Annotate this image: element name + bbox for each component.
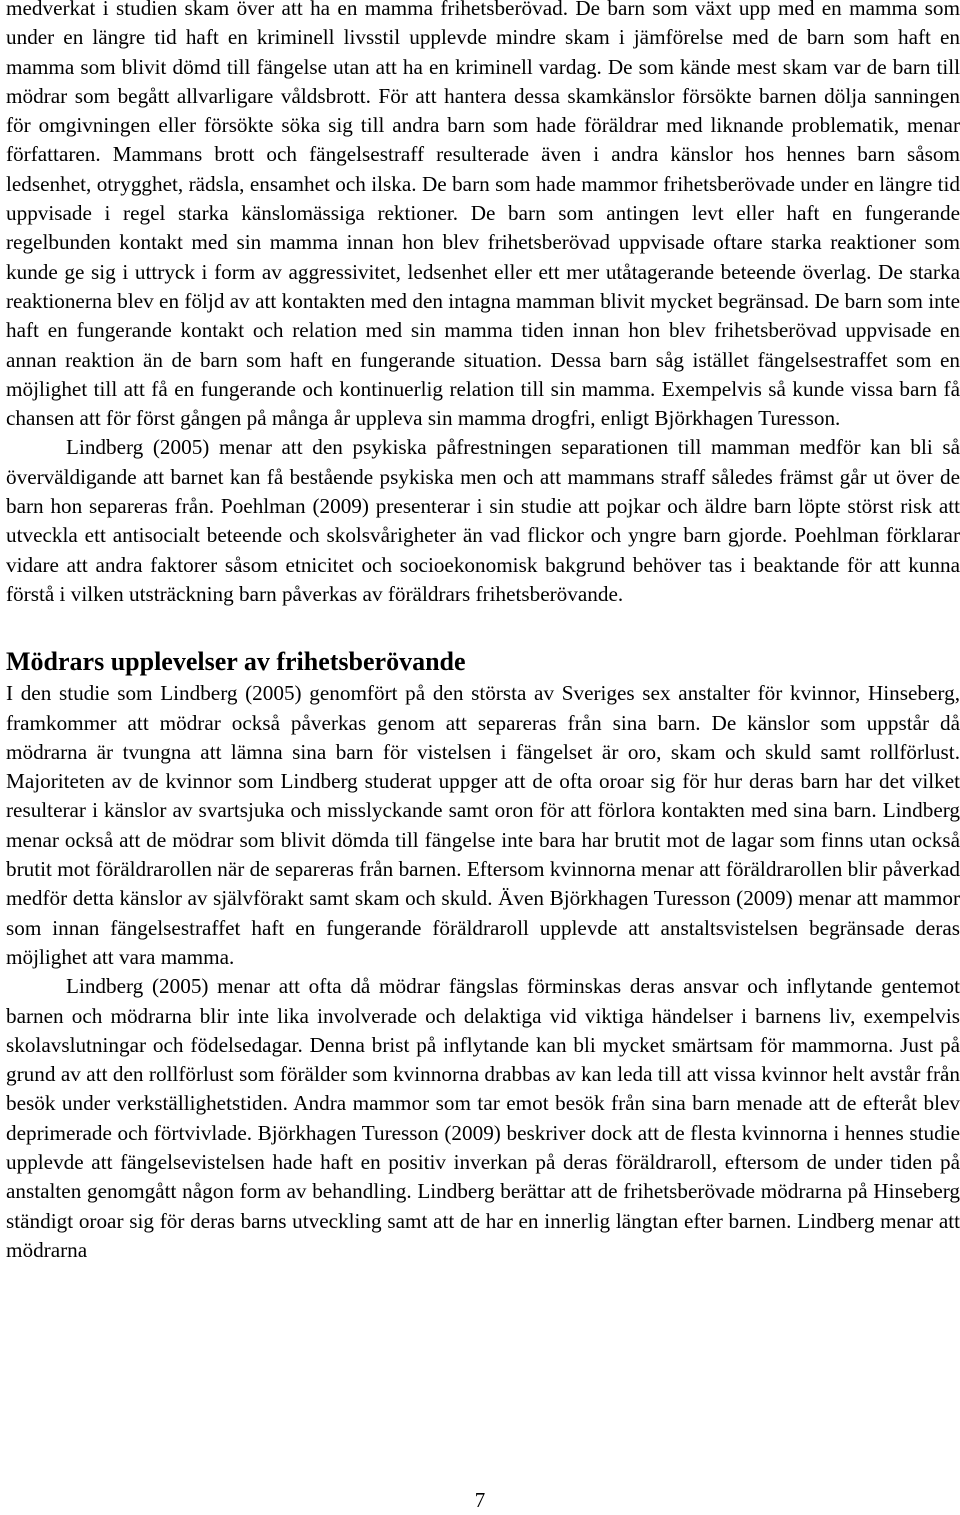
- section-heading: Mödrars upplevelser av frihetsberövande: [6, 647, 466, 677]
- body-paragraph: Lindberg (2005) menar att den psykiska påfrestningen separationen till mamman medför kan bli så överväldigande att barnet kan få bestående psykiska men och att mammans straff således främst går ut över de barn hon separeras från. Poehlman (2009) presenterar i sin studie att pojkar och äldre barn löpte störst risk att utveckla ett antisocialt beteende och skolsvårigheter än vad flickor och yngre barn gjorde. Poehlman förklarar vidare att andra faktorer såsom etnicitet och socioekonomisk bakgrund behöver tas i beaktande för att kunna förstå i vilken utsträckning barn påverkas av föräldrars frihetsberövande.: [6, 435, 960, 606]
- page-number: 7: [474, 1488, 486, 1512]
- body-paragraph: I den studie som Lindberg (2005) genomfört på den största av Sveriges sex anstalter för kvinnor, Hinseberg, framkommer att mödrar också påverkas genom att separeras från sina barn. De känslor som uppstår då mödrarna är tvungna att lämna sina barn för vistelsen i fängelset är oro, skam och skuld samt rollförlust. Majoriteten av de kvinnor som Lindberg studerat uppger att de ofta oroar sig för hur deras barn har det vilket resulterar i känslor av svartsjuka och misslyckande samt oron för att förlora kontakten med sina barn. Lindberg menar också att de mödrar som blivit dömda till fängelse inte bara har brutit mot de lagar som finns utan också brutit mot föräldrarollen när de separeras från barnen. Eftersom kvinnorna menar att föräldrarollen blir påverkad medför detta känslor av självförakt samt skam och skuld. Även Björkhagen Turesson (2009) menar att mammor som innan fängelsestraffet haft en fungerande föräldraroll upplevde att anstaltsvistelsen begränsade deras möjlighet att vara mamma.: [6, 681, 960, 969]
- body-paragraph: Lindberg (2005) menar att ofta då mödrar fängslas förminskas deras ansvar och inflytande gentemot barnen och mödrarna blir inte lika involverade och delaktiga vid viktiga händelser i barnens liv, exempelvis skolavslutningar och födelsedagar. Denna brist på inflytande kan bli mycket smärtsam för mammorna. Just på grund av att den rollförlust som förälder som kvinnorna drabbas av kan leda till att vissa kvinnor helt avstår från besök under verkställighetstiden. Andra mammor som tar emot besök från sina barn menade att de efteråt blev deprimerade och förtvivlade. Björkhagen Turesson (2009) beskriver dock att de flesta kvinnorna i hennes studie upplevde att fängelsevistelsen hade haft en positiv inverkan på deras föräldraroll, eftersom de under tiden på anstalten genomgått någon form av behandling. Lindberg berättar att de frihetsberövade mödrarna på Hinseberg ständigt oroar sig för deras barns utveckling samt att de har en innerlig längtan efter barnen. Lindberg menar att mödrarna: [6, 974, 960, 1262]
- body-paragraph: medverkat i studien skam över att ha en mamma frihetsberövad. De barn som växt upp med en mamma som under en längre tid haft en kriminell livsstil upplevde mindre skam i jämförelse med de barn som haft en mamma som blivit dömd till fängelse utan att ha en kriminell vardag. De som kände mest skam var de barn till mödrar som begått allvarligare våldsbrott. För att hantera dessa skamkänslor försökte barnen dölja sanningen för omgivningen eller försökte söka sig till andra barn som hade föräldrar med liknande problematik, menar författaren. Mammans brott och fängelsestraff resulterade även i andra känslor hos hennes barn såsom ledsenhet, otrygghet, rädsla, ensamhet och ilska. De barn som hade mammor frihetsberövade under en längre tid uppvisade i regel starka känslomässiga rektioner. De barn som antingen levt eller haft en fungerande regelbunden kontakt med sin mamma innan hon blev frihetsberövad uppvisade oftare starka reaktioner som kunde ge sig i uttryck i form av aggressivitet, ledsenhet eller ett mer utåtagerande beteende överlag. De starka reaktionerna blev en följd av att kontakten med den intagna mamman blivit mycket begränsad. De barn som inte haft en fungerande kontakt och relation med sin mamma tiden innan hon blev frihetsberövad uppvisade en annan reaktion än de barn som haft en fungerande situation. Dessa barn såg istället fängelsestraffet som en möjlighet till att få en fungerande och kontinuerlig relation till sin mamma. Exempelvis så kunde vissa barn få chansen att för först gången på många år uppleva sin mamma drogfri, enligt Björkhagen Turesson.: [6, 0, 960, 431]
- page-content: [6, 0, 960, 1265]
